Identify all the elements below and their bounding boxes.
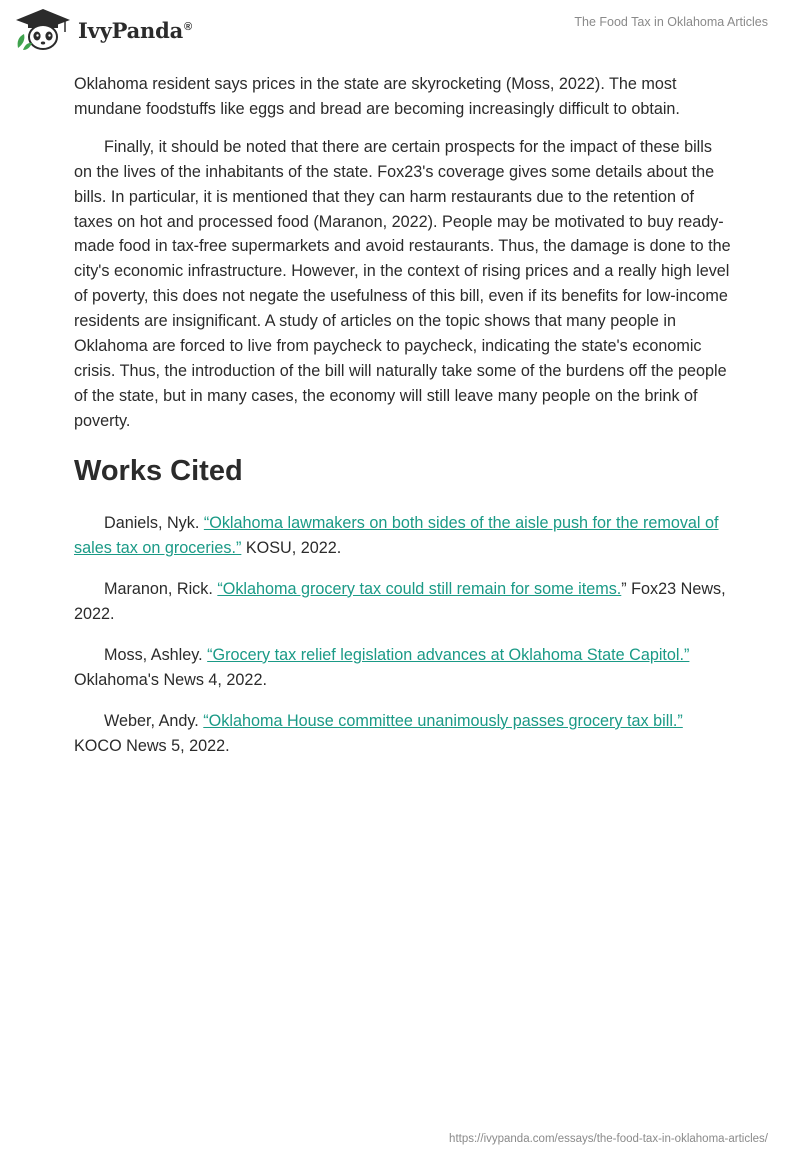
citation-entry (74, 577, 734, 627)
citation-source: ” Fox23 News, 2022. (74, 579, 726, 623)
body-paragraph: Finally, it should be noted that there are certain prospects for the impact of these bills on the lives of the inhabitants of the state. Fox23's coverage gives some details about the bills. In particular, it is mentioned that they can harm restaurants due to the retention of taxes on hot and processed food (Maranon, 2022). People may be motivated to buy ready-made food in tax-free supermarkets and avoid restaurants. Thus, the damage is done to the city's economic infrastructure. However, in the context of rising prices and a really high level of poverty, this does not negate the usefulness of this bill, even if its benefits for low-income residents are insignificant. A study of articles on the topic shows that many people in Oklahoma are forced to live from paycheck to paycheck, indicating the state's economic crisis. Thus, the introduction of the bill will naturally take some of the burdens off the people of the state, but in many cases, the economy will still leave many people on the brink of poverty. (74, 137, 731, 430)
citation-entry (74, 643, 734, 693)
works-cited-heading: Works Cited (74, 454, 243, 487)
citation-link[interactable]: “Oklahoma House committee unanimously passes grocery tax bill.” (203, 711, 683, 730)
citation-entry (74, 511, 734, 561)
citation-link[interactable]: “Oklahoma lawmakers on both sides of the aisle push for the removal of sales tax on groceries.” (74, 513, 719, 557)
article-content (74, 72, 734, 775)
page-header (0, 0, 800, 62)
citation-author: Moss, Ashley. (104, 645, 208, 664)
body-paragraph: Oklahoma resident says prices in the state are skyrocketing (Moss, 2022). The most mundane foodstuffs like eggs and bread are becoming increasingly difficult to obtain. (74, 75, 680, 118)
citation-author: Weber, Andy. (104, 711, 204, 730)
citation-source: KOCO News 5, 2022. (74, 736, 230, 755)
citation-entry (74, 709, 734, 759)
document-title: The Food Tax in Oklahoma Articles (574, 15, 768, 29)
brand-name: IvyPanda® (78, 17, 192, 43)
source-url[interactable]: https://ivypanda.com/essays/the-food-tax-in-oklahoma-articles/ (449, 1133, 768, 1145)
citation-link[interactable]: “Grocery tax relief legislation advances at Oklahoma State Capitol.” (207, 645, 690, 664)
ivypanda-logo[interactable] (14, 8, 192, 52)
citation-author: Daniels, Nyk. (104, 513, 204, 532)
citation-source: KOSU, 2022. (241, 538, 342, 557)
panda-graduate-icon (14, 8, 72, 52)
citation-source: Oklahoma's News 4, 2022. (74, 670, 267, 689)
citation-author: Maranon, Rick. (104, 579, 218, 598)
citation-link[interactable]: “Oklahoma grocery tax could still remain for some items. (217, 579, 622, 598)
